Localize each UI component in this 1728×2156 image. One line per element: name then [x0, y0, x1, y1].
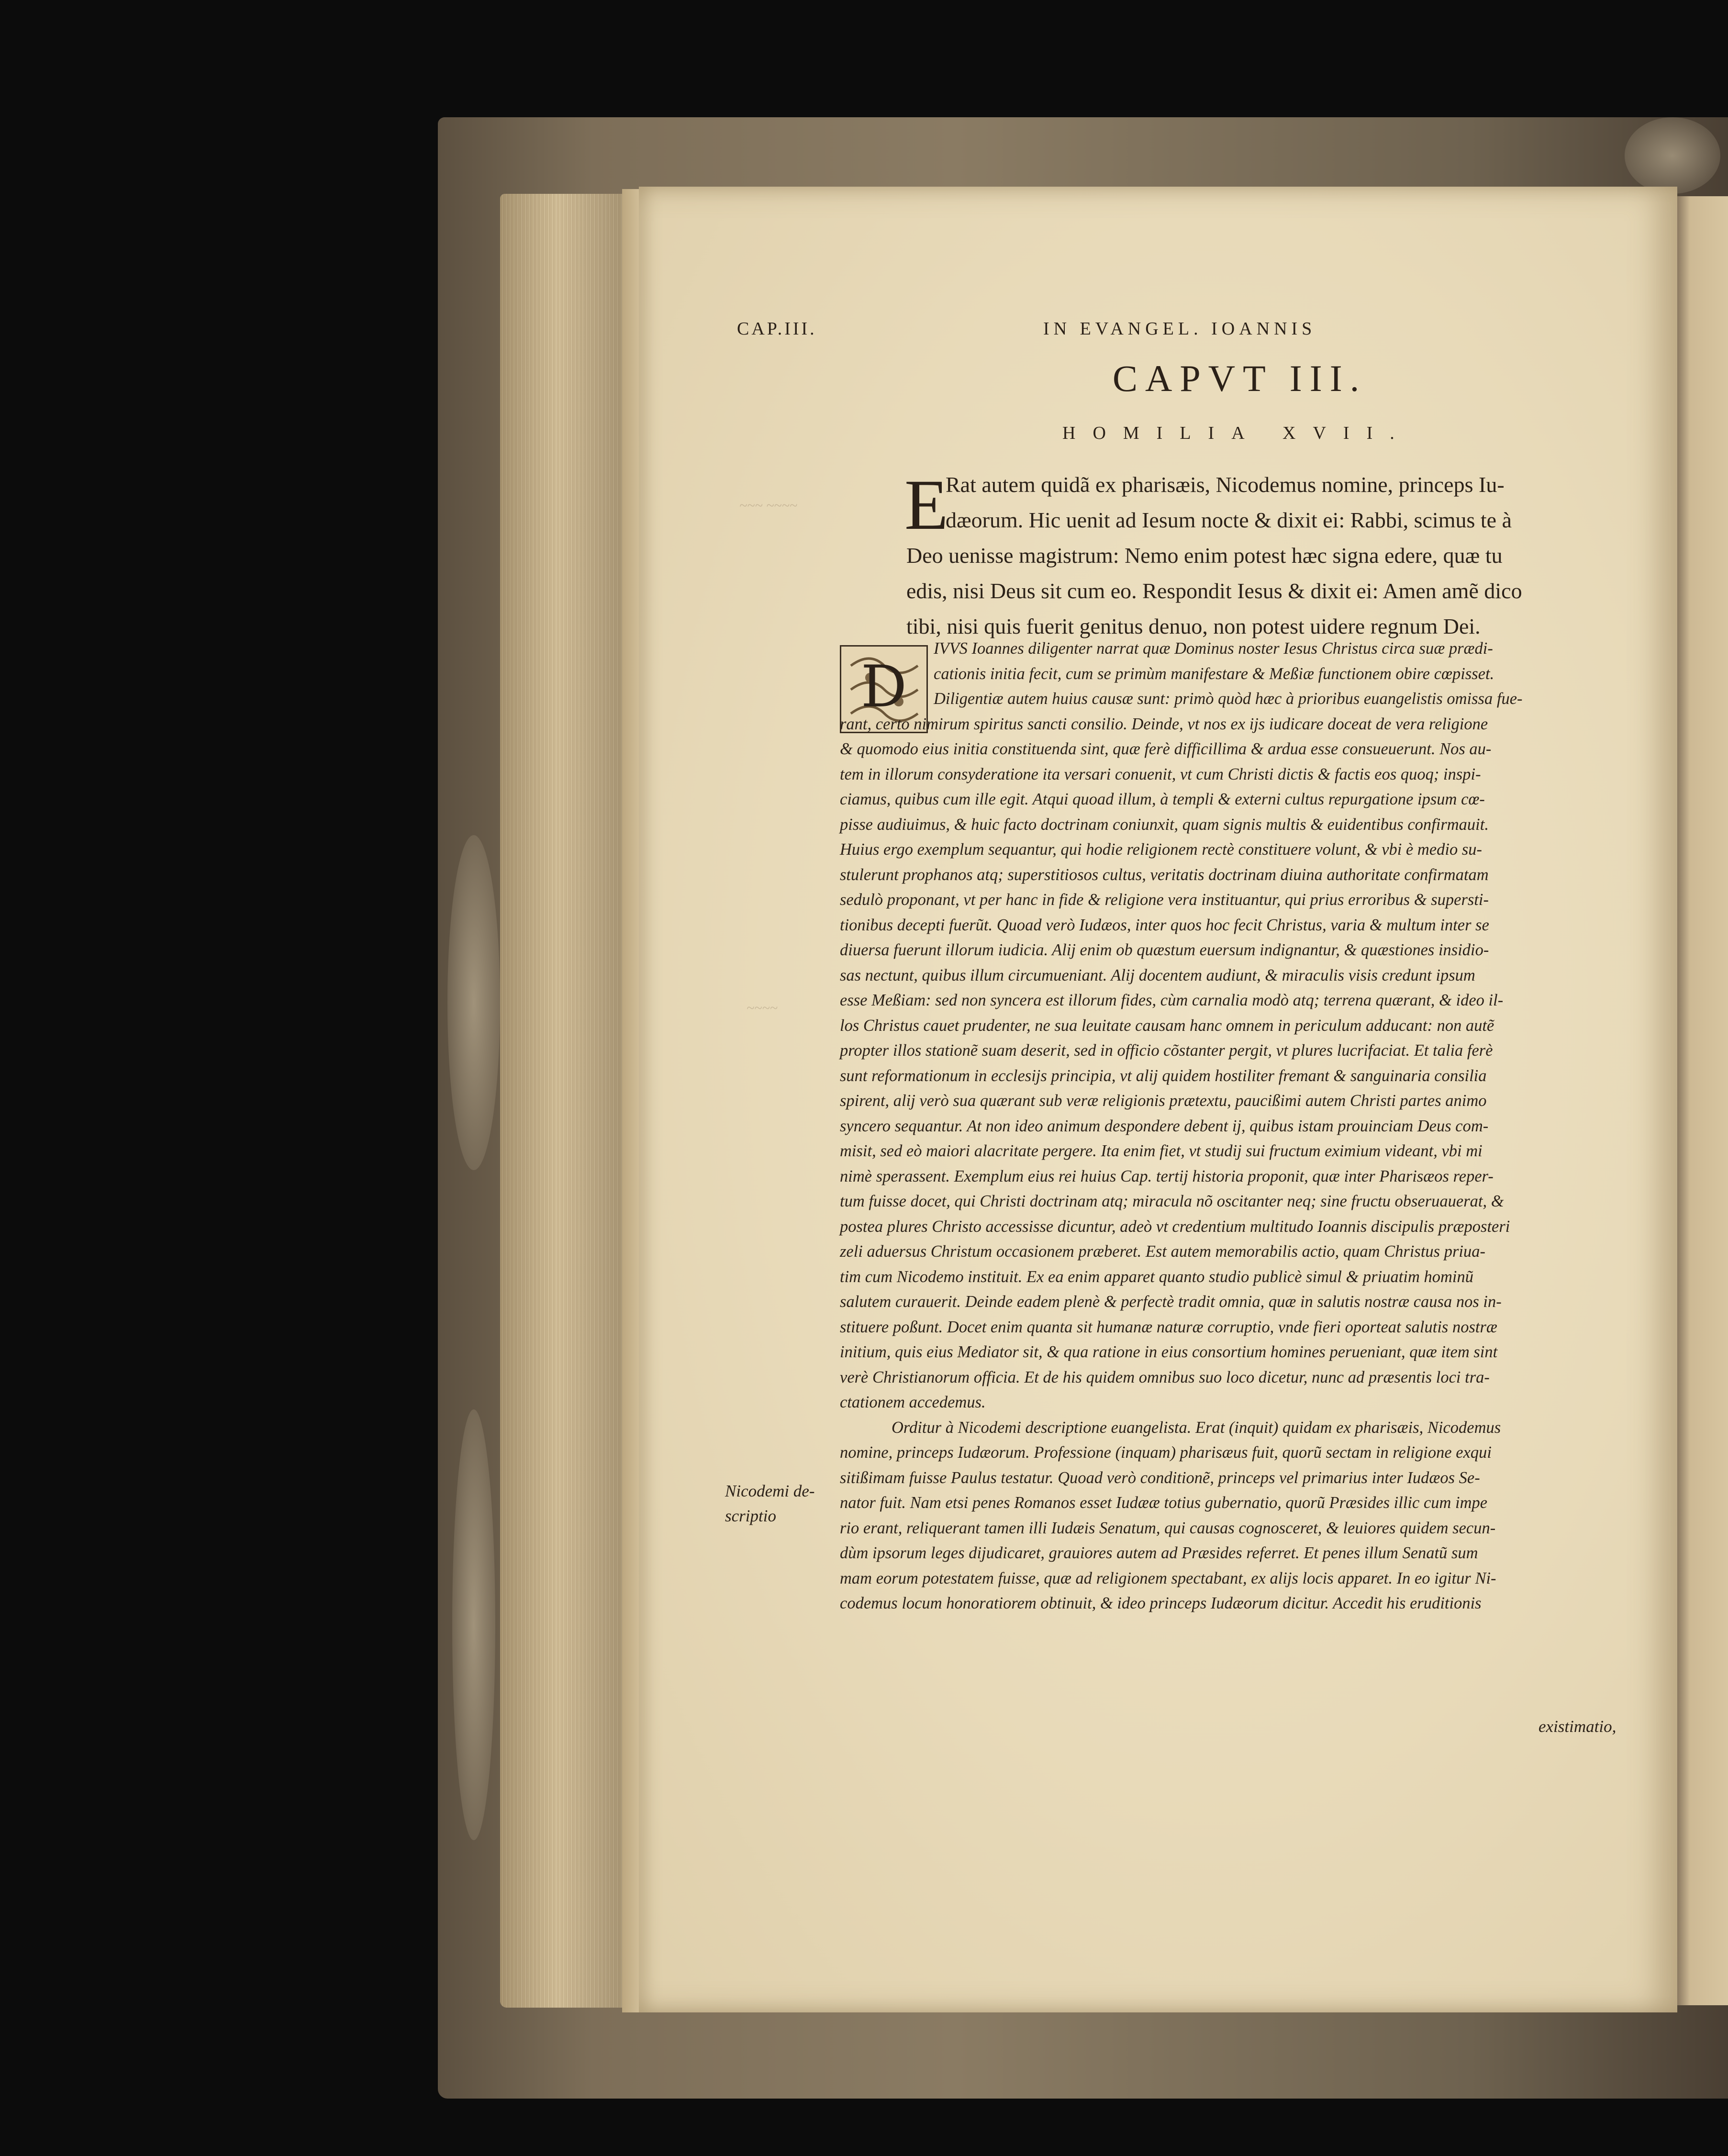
- commentary-line: Diligentiæ autem huius causæ sunt: primò quòd hæc à prioribus euangelistis omissa fue-: [934, 690, 1523, 708]
- homily-title: HOMILIA XVII.: [1062, 423, 1412, 443]
- commentary-line: initium, quis eius Mediator sit, & qua ratione in eius consortium homines perueniant, quæ item sint: [840, 1343, 1498, 1361]
- cover-wear: [452, 1409, 495, 1840]
- commentary-line: spirent, alij verò sua quærant sub veræ religionis prætextu, paucißimi autem Christi partes animo: [840, 1092, 1487, 1110]
- commentary-line: pisse audiuimus, & huic facto doctrinam coniunxit, quam signis multis & euidentibus confirmauit.: [840, 815, 1489, 834]
- commentary-line: nator fuit. Nam etsi penes Romanos esset Iudææ totius gubernatio, quorũ Præsides illic cum impe: [840, 1494, 1488, 1512]
- commentary-line: diuersa fuerunt illorum iudicia. Alij enim ob quæstum euersum indignantur, & quæstiones insidio-: [840, 941, 1489, 959]
- commentary-line: los Christus cauet prudenter, ne sua leuitate causam hanc omnem in periculum adducant: non autẽ: [840, 1016, 1494, 1035]
- commentary-line: stituere poßunt. Docet enim quanta sit humanæ naturæ corruptio, vnde fieri oporteat salutis nostræ: [840, 1318, 1497, 1336]
- side-note-line: Nicodemi de-: [725, 1482, 815, 1500]
- running-head-chapter: CAP.III.: [737, 319, 817, 339]
- scripture-line: edis, nisi Deus sit cum eo. Respondit Iesus & dixit ei: Amen amẽ dico: [906, 579, 1522, 603]
- commentary-line: sitißimam fuisse Paulus testatur. Quoad verò conditionẽ, princeps vel primarius inter Iudæos Se-: [840, 1468, 1480, 1487]
- facing-page-edge: [1677, 196, 1728, 2005]
- scripture-line: tibi, nisi quis fuerit genitus denuo, non potest uidere regnum Dei.: [906, 614, 1481, 638]
- commentary-line: zeli aduersus Christum occasionem præberet. Est autem memorabilis actio, quam Christus priua-: [840, 1242, 1485, 1261]
- cover-wear: [447, 835, 500, 1170]
- commentary-line: sedulò proponant, vt per hanc in fide & religione vera instituantur, qui prius erroribus & supersti-: [840, 891, 1489, 909]
- commentary-line: sunt reformationum in ecclesijs principia, vt alij quidem hostiliter fremant & sanguinaria consilia: [840, 1066, 1487, 1085]
- commentary-line: & quomodo eius initia constituenda sint, quæ ferè difficillima & ardua esse consueuerunt. Nos au-: [840, 740, 1492, 758]
- chapter-title: CAPVT III.: [1113, 357, 1367, 399]
- commentary-line: tionibus decepti fuerũt. Quoad verò Iudæos, inter quos hoc fecit Christus, varia & multum inter se: [840, 916, 1489, 934]
- commentary-line: tem in illorum consyderatione ita versari conuenit, vt cum Christi dictis & factis eos quoq; inspi-: [840, 765, 1481, 783]
- commentary-line: tum fuisse docet, qui Christi doctrinam atq; miracula nõ oscitanter neq; sine fructu obseruauerat, &: [840, 1192, 1504, 1210]
- commentary-line: nimè sperassent. Exemplum eius rei huius Cap. tertij historia proponit, quæ inter Pharisæos reper-: [840, 1167, 1494, 1185]
- commentary-line: misit, sed eò maiori alacritate pergere. Ita enim fiet, vt studij sui fructum eximium videant, vbi mi: [840, 1142, 1483, 1160]
- commentary-line: salutem curauerit. Deinde eadem plenè & perfectè tradit omnia, quæ in salutis nostræ causa nos in-: [840, 1293, 1502, 1311]
- drop-cap-d-letter: D: [860, 654, 907, 720]
- running-head: [737, 320, 1483, 344]
- commentary-line: codemus locum honoratiorem obtinuit, & ideo princeps Iudæorum dicitur. Accedit his eruditionis: [840, 1594, 1482, 1612]
- catchword: existimatio,: [1538, 1717, 1617, 1736]
- commentary-line: mam eorum potestatem fuisse, quæ ad religionem spectabant, ex alijs locis apparet. In eo igitur Ni-: [840, 1569, 1496, 1587]
- commentary-line: rio erant, reliquerant tamen illi Iudæis Senatum, qui causas cognosceret, & leuiores quidem secun-: [840, 1519, 1496, 1537]
- commentary-line: ciamus, quibus cum ille egit. Atqui quoad illum, à templi & externi cultus repurgatione ipsum cœ-: [840, 790, 1485, 808]
- commentary-line: dùm ipsorum leges dijudicaret, grauiores autem ad Præsides referret. Et penes illum Senatũ sum: [840, 1544, 1478, 1562]
- commentary-line: propter illos stationẽ suam deserit, sed in officio cõstanter pergit, vt plures lucrifaciat. Et talia ferè: [840, 1041, 1493, 1060]
- scripture-line: Rat autem quidã ex pharisæis, Nicodemus nomine, princeps Iu-: [946, 472, 1505, 497]
- commentary-line: rant, certo nimirum spiritus sancti consilio. Deinde, vt nos ex ijs iudicare doceat de vera religione: [840, 715, 1488, 733]
- drop-cap-e: E: [904, 465, 948, 545]
- scripture-line: dæorum. Hic uenit ad Iesum nocte & dixit ei: Rabbi, scimus te à: [946, 508, 1512, 532]
- commentary-line: postea plures Christo accessisse dicuntur, adeò vt credentium multitudo Ioannis discipulis præposteri: [840, 1217, 1510, 1236]
- commentary-line: IVVS Ioannes diligenter narrat quæ Dominus noster Iesus Christus circa suæ prædi-: [934, 639, 1493, 658]
- commentary-line: cationis initia fecit, cum se primùm manifestare & Meßiæ functionem obire cœpisset.: [934, 664, 1494, 683]
- commentary-line: stulerunt prophanos atq; superstitiosos cultus, veritatis doctrinam diuina authoritate confirmatam: [840, 865, 1489, 884]
- bleed-through: ~~~ ~~~~: [739, 498, 798, 514]
- scripture-line: Deo uenisse magistrum: Nemo enim potest hæc signa edere, quæ tu: [906, 543, 1503, 568]
- commentary-line: Orditur à Nicodemi descriptione euangelista. Erat (inquit) quidam ex pharisæis, Nicodemus: [892, 1418, 1501, 1437]
- commentary-line: nomine, princeps Iudæorum. Professione (inquam) pharisæus fuit, quorũ sectam in religione exqui: [840, 1443, 1492, 1462]
- bleed-through: ~~~~: [747, 1000, 778, 1016]
- commentary-line: esse Meßiam: sed non syncera est illorum fides, cùm carnalia modò atq; terrena quærant, & ideo il-: [840, 991, 1504, 1009]
- cover-wear: [1625, 117, 1720, 194]
- commentary-line: tim cum Nicodemo instituit. Ex ea enim apparet quanto studio publicè simul & priuatim hominũ: [840, 1267, 1473, 1286]
- commentary-line: ctationem accedemus.: [840, 1393, 986, 1411]
- running-head-title: IN EVANGEL. IOANNIS: [1043, 319, 1316, 339]
- commentary-line: verè Christianorum officia. Et de his quidem omnibus suo loco dicetur, nunc ad præsentis loci tra-: [840, 1368, 1490, 1386]
- side-note-line: scriptio: [725, 1507, 776, 1525]
- commentary-line: sas nectunt, quibus illum circumueniant. Alij docentem audiunt, & miraculis visis credunt ipsum: [840, 966, 1475, 984]
- commentary-line: syncero sequantur. At non ideo animum despondere debent ij, quibus istam prouinciam Deus com-: [840, 1117, 1489, 1135]
- commentary-line: Huius ergo exemplum sequantur, qui hodie religionem rectè constituere volunt, & vbi è medio su-: [840, 840, 1483, 859]
